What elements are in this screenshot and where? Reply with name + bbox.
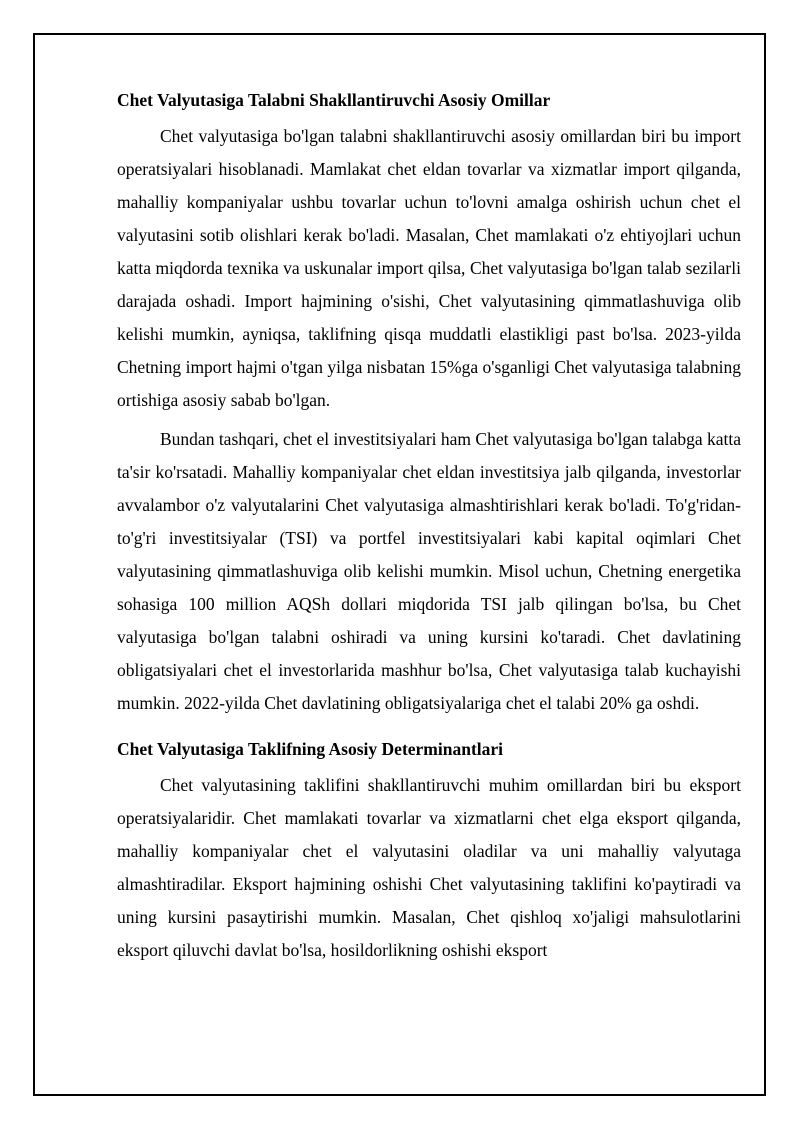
paragraph-export: Chet valyutasining taklifini shakllantiruvchi muhim omillardan biri bu eksport operatsiyalaridir. Chet mamlakati tovarlar va xizmatlarni chet elga eksport qilganda, mahalliy kompaniyalar chet el valyutasini oladilar va uni mahalliy valyutaga almashtiradilar. Eksport hajmining oshishi Chet valyutasining taklifini ko'paytiradi va uning kursini pasaytirishi mumkin. Masalan, Chet qishloq xo'jaligi mahsulotlarini eksport qiluvchi davlat bo'lsa, hosildorlikning oshishi eksport <box>117 775 741 960</box>
section-heading-demand: Chet Valyutasiga Talabni Shakllantiruvchi Asosiy Omillar <box>117 90 551 110</box>
section-heading-supply: Chet Valyutasiga Taklifning Asosiy Determinantlari <box>117 739 504 759</box>
document-body <box>117 84 741 967</box>
paragraph-import: Chet valyutasiga bo'lgan talabni shakllantiruvchi asosiy omillardan biri bu import operatsiyalari hisoblanadi. Mamlakat chet eldan tovarlar va xizmatlar import qilganda, mahalliy kompaniyalar ushbu tovarlar uchun to'lovni amalga oshirish uchun chet el valyutasini sotib olishlari kerak bo'ladi. Masalan, Chet mamlakati o'z ehtiyojlari uchun katta miqdorda texnika va uskunalar import qilsa, Chet valyutasiga bo'lgan talab sezilarli darajada oshadi. Import hajmining o'sishi, Chet valyutasining qimmatlashuviga olib kelishi mumkin, ayniqsa, taklifning qisqa muddatli elastikligi past bo'lsa. 2023-yilda Chetning import hajmi o'tgan yilga nisbatan 15%ga o'sganligi Chet valyutasiga talabning ortishiga asosiy sabab bo'lgan. <box>117 126 741 410</box>
paragraph-investment: Bundan tashqari, chet el investitsiyalari ham Chet valyutasiga bo'lgan talabga katta ta'sir ko'rsatadi. Mahalliy kompaniyalar chet eldan investitsiya jalb qilganda, investorlar avvalambor o'z valyutalarini Chet valyutasiga almashtirishlari kerak bo'ladi. To'g'ridan-to'g'ri investitsiyalar (TSI) va portfel investitsiyalari kabi kapital oqimlari Chet valyutasining qimmatlashuviga olib kelishi mumkin. Misol uchun, Chetning energetika sohasiga 100 million AQSh dollari miqdorida TSI jalb qilingan bo'lsa, bu Chet valyutasiga bo'lgan talabni oshiradi va uning kursini ko'taradi. Chet davlatining obligatsiyalari chet el investorlarida mashhur bo'lsa, Chet valyutasiga talab kuchayishi mumkin. 2022-yilda Chet davlatining obligatsiyalariga chet el talabi 20% ga oshdi. <box>117 429 741 713</box>
